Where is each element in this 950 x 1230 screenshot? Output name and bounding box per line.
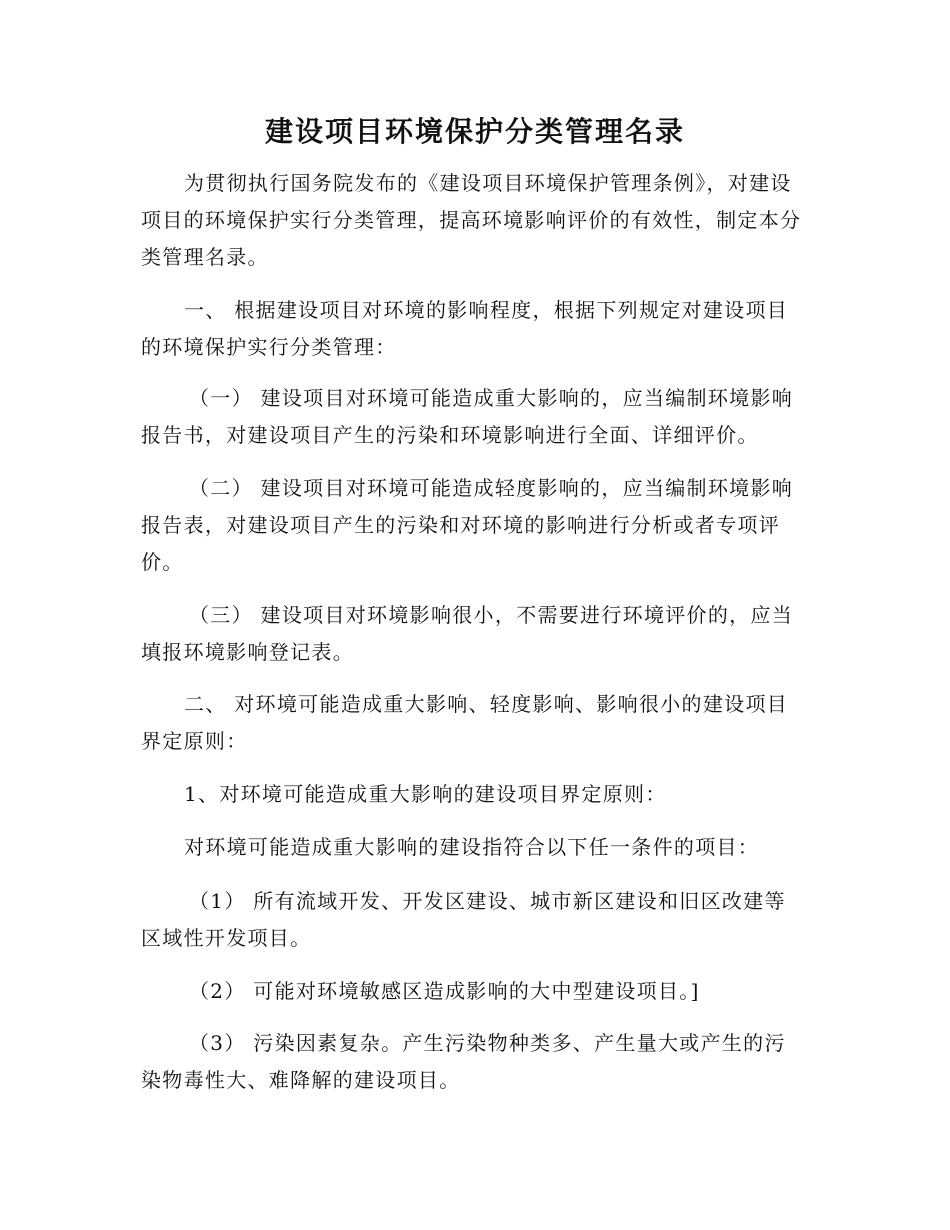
paragraph-section-1: 一、 根据建设项目对环境的影响程度，根据下列规定对建设项目的环境保护实行分类管理：	[141, 298, 789, 359]
document-title: 建设项目环境保护分类管理名录	[264, 115, 685, 148]
paragraph-principle-1: 1、对环境可能造成重大影响的建设项目界定原则：	[184, 782, 667, 806]
paragraph-section-2: 二、 对环境可能造成重大影响、轻度影响、影响很小的建设项目界定原则：	[141, 692, 789, 753]
paragraph-item-1-2: （二） 建设项目对环境可能造成轻度影响的，应当编制环境影响报告表，对建设项目产生的污染和对环境的影响进行分析或者专项评价。	[141, 476, 794, 574]
paragraph-item-1-3: （三） 建设项目对环境影响很小，不需要进行环境评价的，应当填报环境影响登记表。	[141, 603, 794, 664]
paragraph-criterion-1: （1） 所有流域开发、开发区建设、城市新区建设和旧区改建等区域性开发项目。	[141, 889, 786, 950]
paragraph-criterion-3: （3） 污染因素复杂。产生污染物种类多、产生量大或产生的污染物毒性大、难降解的建设项目。	[141, 1031, 786, 1092]
paragraph-item-1-1: （一） 建设项目对环境可能造成重大影响的，应当编制环境影响报告书，对建设项目产生的污染和环境影响进行全面、详细评价。	[141, 386, 794, 447]
paragraph-intro: 为贯彻执行国务院发布的《建设项目环境保护管理条例》，对建设项目的环境保护实行分类管理，提高环境影响评价的有效性，制定本分类管理名录。	[141, 171, 802, 269]
paragraph-criterion-2: （2） 可能对环境敏感区造成影响的大中型建设项目。]	[189, 979, 700, 1003]
paragraph-criteria-intro: 对环境可能造成重大影响的建设指符合以下任一条件的项目：	[184, 835, 760, 859]
